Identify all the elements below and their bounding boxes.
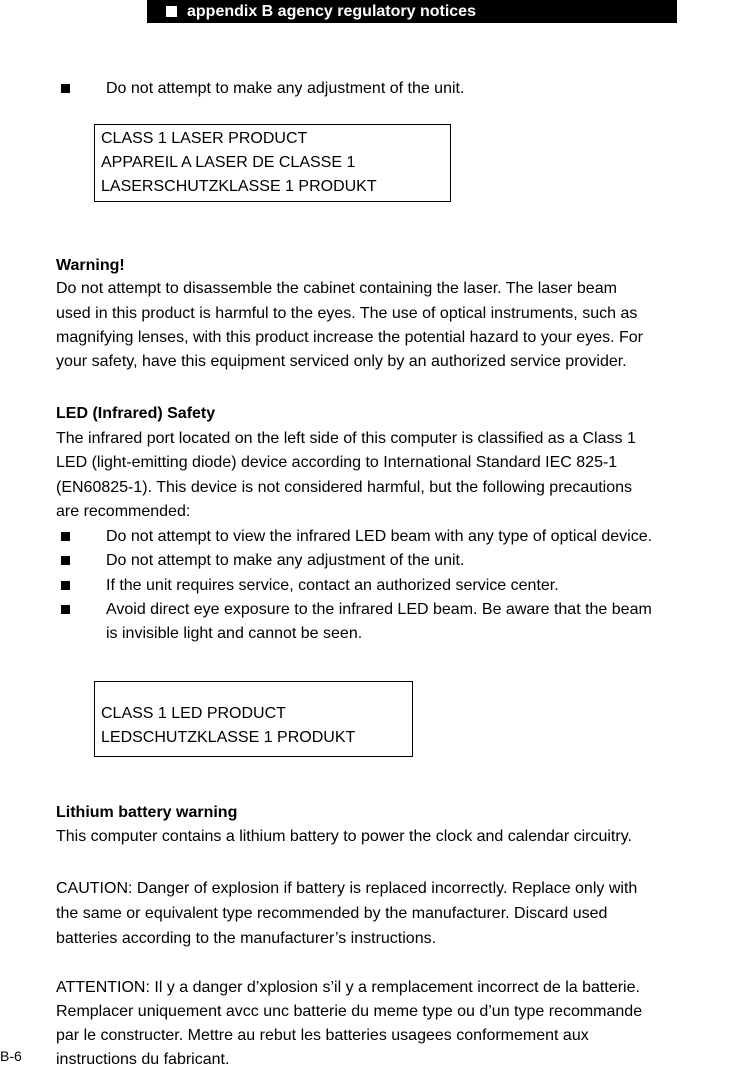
laser-product-label-box [94,124,451,202]
led-product-label-box [94,681,413,757]
paragraph-line: This computer contains a lithium battery to power the clock and calendar circuitry. [56,828,632,845]
page-number: B-6 [0,1048,22,1064]
paragraph-line: CAUTION: Danger of explosion if battery is replaced incorrectly. Replace only with [56,880,638,897]
square-bullet-icon [61,605,70,614]
paragraph-line: (EN60825-1). This device is not considered harmful, but the following precautions [56,479,633,496]
section-header [147,0,677,23]
square-bullet-icon [61,84,70,93]
paragraph-line: ATTENTION: Il y a danger d’xplosion s’il y a remplacement incorrect de la batterie. [56,979,640,996]
label-line: APPAREIL A LASER DE CLASSE 1 [101,154,356,171]
paragraph-line: par le constructer. Mettre au rebut les batteries usagees conformement aux [56,1027,589,1044]
bullet-text: If the unit requires service, contact an authorized service center. [106,577,559,594]
lithium-heading: Lithium battery warning [56,804,238,821]
led-safety-heading: LED (Infrared) Safety [56,405,216,422]
paragraph-line: the same or equivalent type recommended by the manufacturer. Discard used [56,905,608,922]
bullet-text: Do not attempt to make any adjustment of the unit. [106,552,465,569]
square-bullet-icon [61,556,70,565]
paragraph-line: are recommended: [56,503,191,520]
paragraph-line: Do not attempt to disassemble the cabinet containing the laser. The laser beam [56,280,617,297]
paragraph-line: batteries according to the manufacturer’s instructions. [56,930,437,947]
square-bullet-icon [61,532,70,541]
label-line: LASERSCHUTZKLASSE 1 PRODUKT [101,178,377,195]
paragraph-line: magnifying lenses, with this product increase the potential hazard to your eyes. For [56,329,643,346]
square-bullet-icon [61,581,70,590]
paragraph-line: instructions du fabricant. [56,1051,230,1068]
label-line: CLASS 1 LASER PRODUCT [101,130,308,147]
label-line: CLASS 1 LED PRODUCT [101,705,286,722]
paragraph-line: LED (light-emitting diode) device according to International Standard IEC 825-1 [56,454,618,471]
paragraph-line: The infrared port located on the left side of this computer is classified as a Class 1 [56,430,636,447]
paragraph-line: used in this product is harmful to the eyes. The use of optical instruments, such as [56,305,638,322]
bullet-text: Do not attempt to view the infrared LED beam with any type of optical device. [106,528,653,545]
paragraph-line: your safety, have this equipment serviced only by an authorized service provider. [56,353,627,370]
bullet-text: Avoid direct eye exposure to the infrared LED beam. Be aware that the beam [106,601,652,618]
label-line: LEDSCHUTZKLASSE 1 PRODUKT [101,729,356,746]
bullet-text: Do not attempt to make any adjustment of the unit. [106,80,465,97]
warning-heading: Warning! [56,257,125,274]
paragraph-line: Remplacer uniquement avcc unc batterie du meme type ou d’un type recommande [56,1003,643,1020]
square-bullet-icon [166,6,177,17]
bullet-text-continuation: is invisible light and cannot be seen. [106,625,363,642]
section-title: appendix B agency regulatory notices [187,3,476,20]
